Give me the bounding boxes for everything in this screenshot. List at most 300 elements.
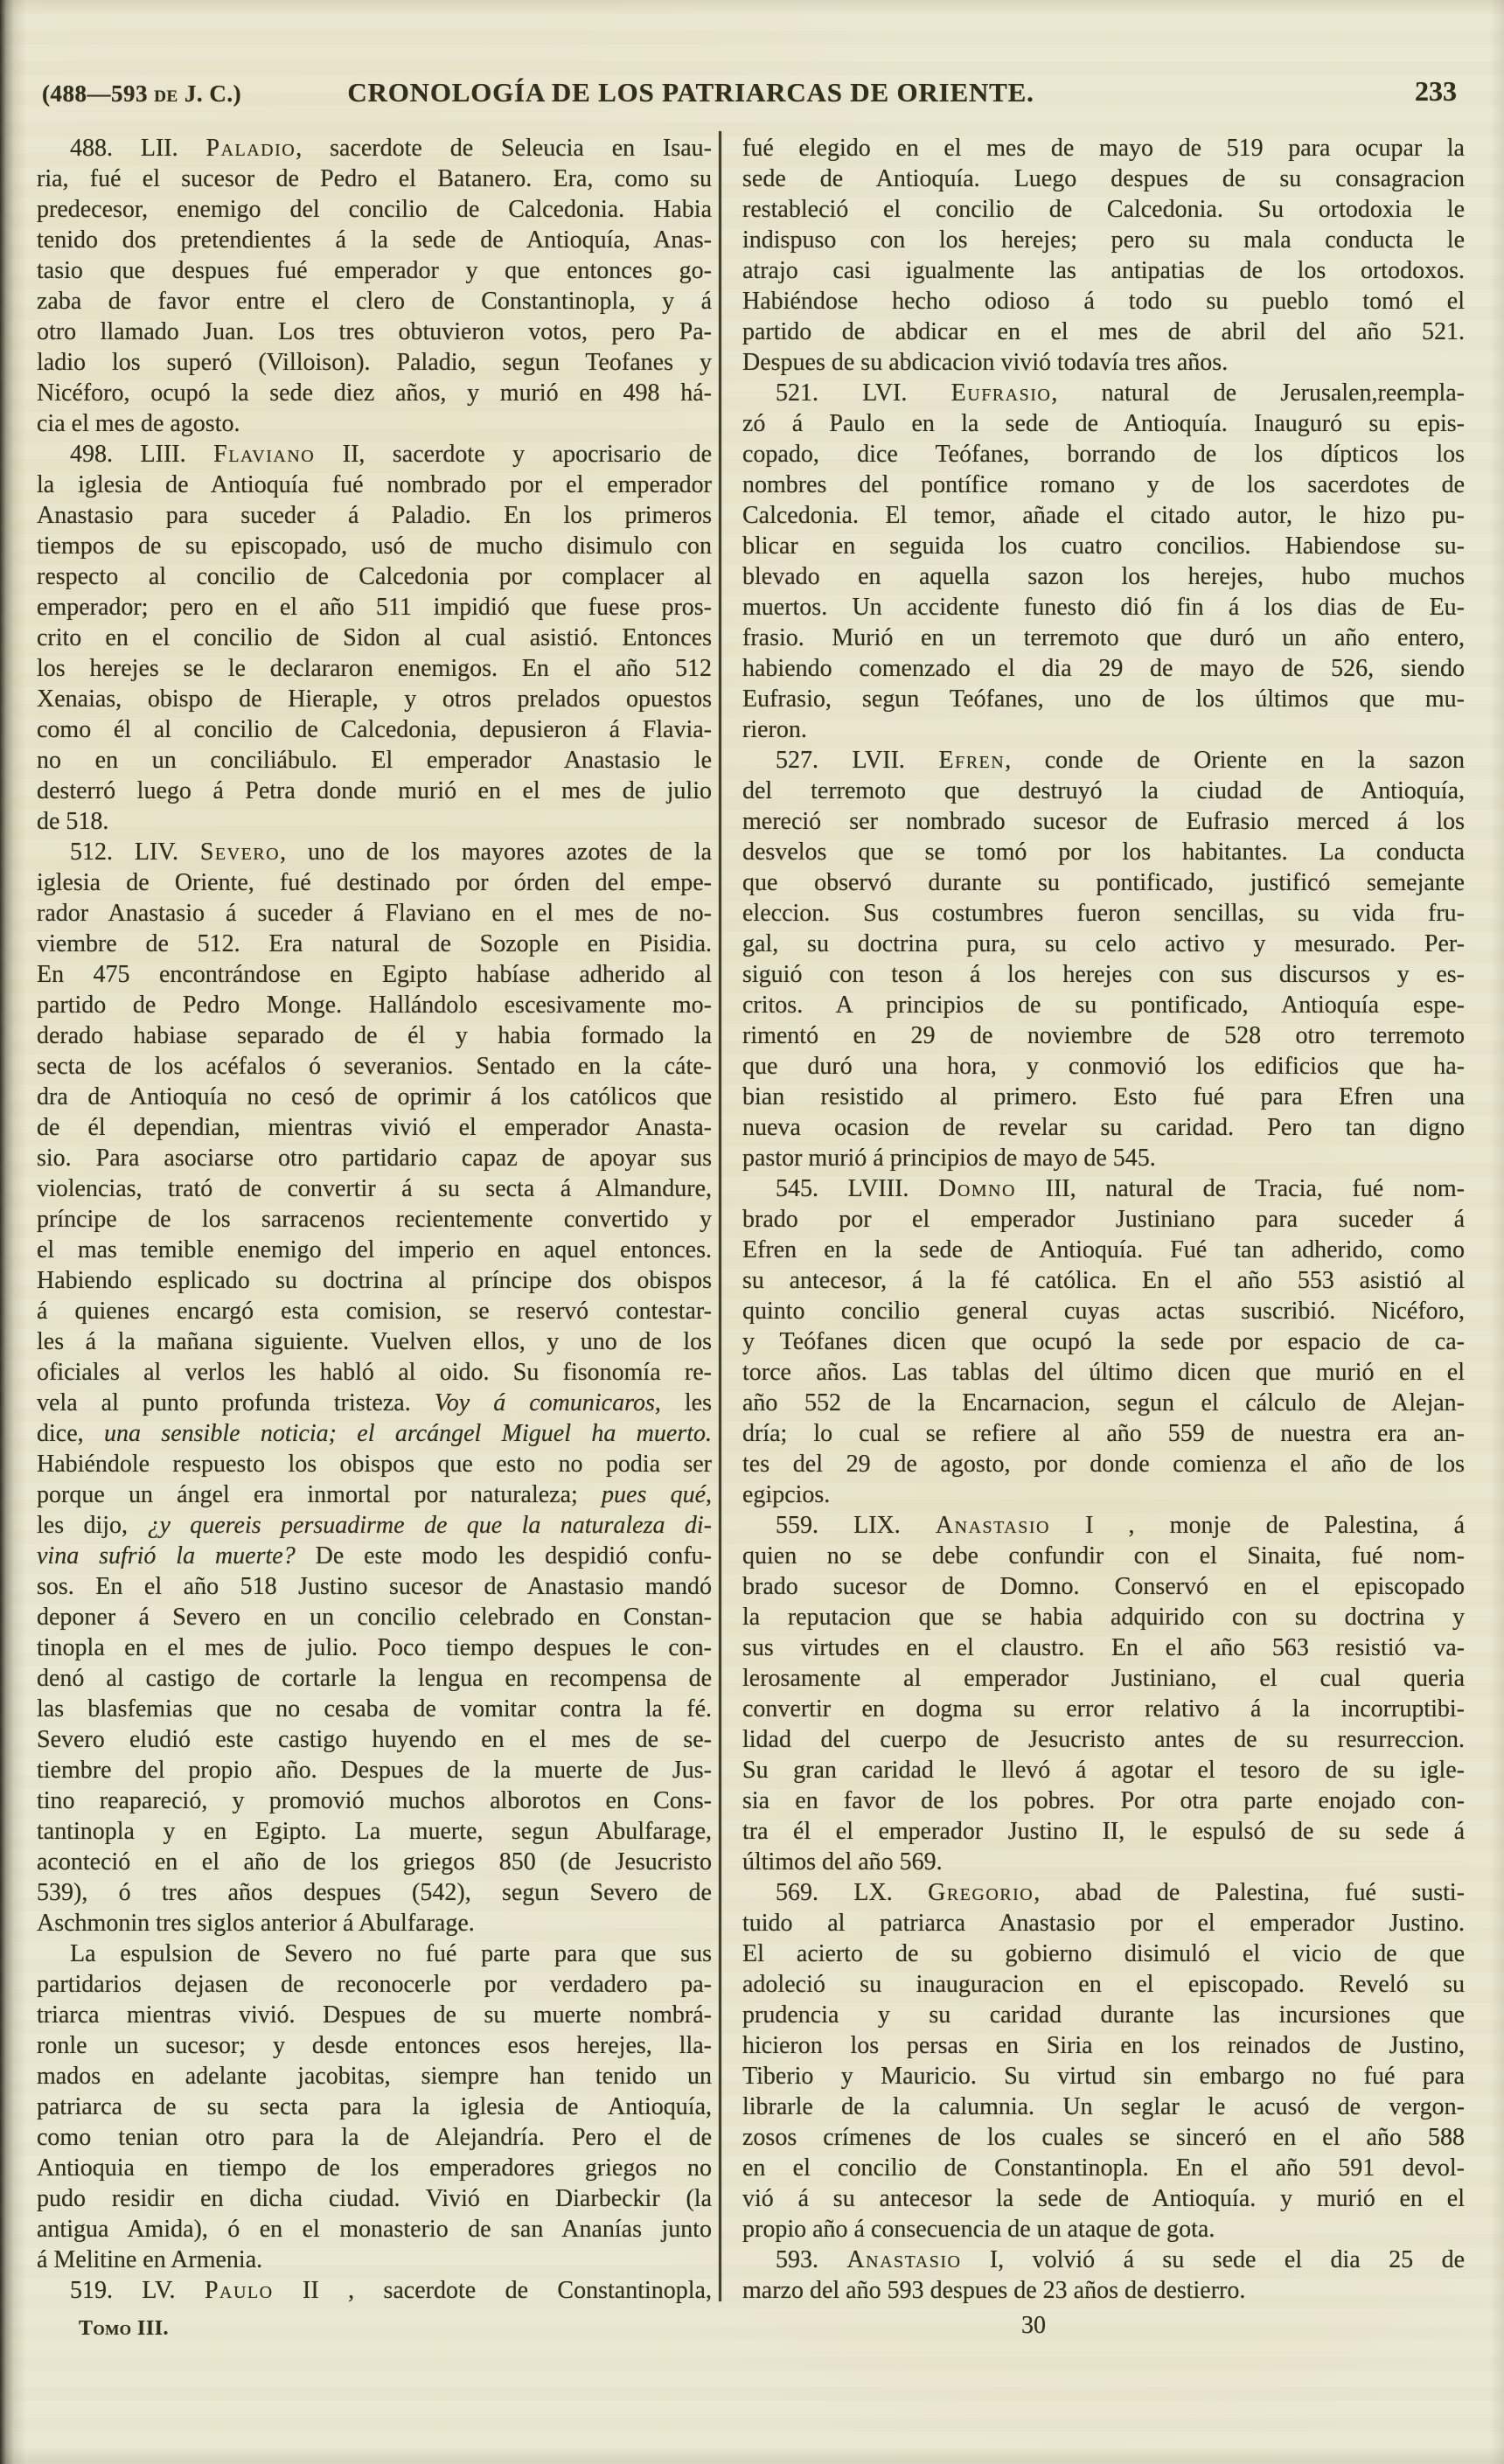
text-line — [37, 2030, 712, 2061]
body-text: pudo residir en dicha ciudad. Vivió en Diarbeckir (la — [37, 2185, 712, 2212]
text-line — [742, 837, 1465, 867]
body-text: no en un conciliábulo. El emperador Anastasio le — [37, 747, 712, 774]
text-line — [37, 1877, 712, 1908]
text-line — [37, 2092, 712, 2122]
body-text: torce años. Las tablas del último dicen que murió en el — [742, 1359, 1465, 1386]
text-line — [37, 837, 712, 867]
body-text: 545. LVIII. — [776, 1175, 939, 1202]
body-text: tuido al patriarca Anastasio por el emperador Justino. — [742, 1910, 1465, 1937]
text-line — [742, 2061, 1465, 2092]
text-line — [742, 2000, 1465, 2030]
body-text: Su gran caridad le llevó á agotar el tesoro de su igle- — [742, 1757, 1465, 1784]
text-line — [742, 2275, 1465, 2306]
text-line — [37, 1020, 712, 1051]
text-line — [742, 1357, 1465, 1388]
body-text: egipcios. — [742, 1481, 831, 1508]
body-text: 488. LII. — [70, 135, 206, 162]
text-line — [742, 2214, 1465, 2245]
text-line — [37, 867, 712, 898]
body-text: cia el mes de agosto. — [37, 410, 240, 437]
text-line — [742, 194, 1465, 225]
text-line — [742, 1388, 1465, 1418]
text-line — [37, 1204, 712, 1235]
text-line — [742, 164, 1465, 194]
text-line — [742, 1541, 1465, 1571]
body-text: frasio. Murió en un terremoto que duró un año entero, — [742, 624, 1465, 651]
text-line — [37, 1296, 712, 1326]
body-text: , uno de los mayores azotes de la — [280, 839, 712, 866]
body-text: lidad del cuerpo de Jesucristo antes de su resurreccion. — [742, 1726, 1465, 1753]
text-line — [742, 990, 1465, 1020]
text-line — [742, 286, 1465, 317]
body-text: hicieron los persas en Siria en los reinados de Justino, — [742, 2032, 1465, 2059]
body-text: gal, su doctrina pura, su celo activo y mesurado. Per- — [742, 930, 1465, 957]
text-line — [37, 164, 712, 194]
italic-text: pues qué — [602, 1481, 706, 1508]
text-line — [37, 1418, 712, 1449]
text-line — [742, 500, 1465, 531]
body-text: habiendo comenzado el dia 29 de mayo de 526, siendo — [742, 655, 1465, 682]
body-text: marzo del año 593 despues de 23 años de destierro. — [742, 2277, 1246, 2304]
text-line — [742, 714, 1465, 745]
text-line — [742, 1326, 1465, 1357]
text-line — [37, 2122, 712, 2153]
text-line — [742, 1235, 1465, 1265]
italic-text: vina sufrió la muerte? — [37, 1542, 296, 1570]
body-text: convertir en dogma su error relativo á la incorruptibi- — [742, 1695, 1465, 1723]
body-text: Antioquia en tiempo de los emperadores griegos no — [37, 2154, 712, 2182]
text-line — [742, 1908, 1465, 1938]
text-line — [742, 1449, 1465, 1479]
body-text: predecesor, enemigo del concilio de Calcedonia. Habia — [37, 196, 712, 223]
body-text: mereció ser nombrado sucesor de Eufrasio merced á los — [742, 808, 1465, 835]
body-text: La espulsion de Severo no fué parte para que sus — [70, 1940, 712, 1967]
body-text: tinopla en el mes de julio. Poco tiempo despues le con- — [37, 1634, 712, 1661]
text-line — [742, 1969, 1465, 2000]
body-text: partidarios dejasen de reconocerle por verdadero pa- — [37, 1971, 712, 1998]
text-line — [37, 347, 712, 378]
text-line — [37, 133, 712, 164]
text-line — [742, 1816, 1465, 1847]
text-line — [37, 1908, 712, 1938]
body-text: zó á Paulo en la sede de Antioquía. Inauguró su epis- — [742, 410, 1465, 437]
body-text: desvelos que se tomó por los habitantes. La conducta — [742, 839, 1465, 866]
body-text: zaba de favor entre el clero de Constantinopla, y á — [37, 288, 712, 315]
text-line — [37, 1816, 712, 1847]
text-line — [37, 653, 712, 684]
body-text: vela al punto profunda tristeza. — [37, 1389, 435, 1416]
page-title: CRONOLOGÍA DE LOS PATRIARCAS DE ORIENTE. — [347, 77, 1034, 108]
smallcaps-name: Anastasio — [846, 2246, 962, 2273]
text-line — [37, 378, 712, 408]
body-text: los herejes se le declararon enemigos. En el año 512 — [37, 655, 712, 682]
text-line — [742, 1602, 1465, 1632]
italic-text: ¿y quereis persuadirme de que la naturaleza di- — [147, 1512, 712, 1539]
body-text: 539), ó tres años despues (542), segun Severo de — [37, 1879, 712, 1906]
body-text: dría; lo cual se refiere al año 559 de nuestra era an- — [742, 1420, 1465, 1447]
text-line — [37, 2061, 712, 2092]
smallcaps-name: Domno — [938, 1175, 1016, 1202]
text-line — [37, 1112, 712, 1143]
text-line — [742, 592, 1465, 623]
text-line — [37, 1173, 712, 1204]
body-text: crito en el concilio de Sidon al cual asistió. Entonces — [37, 624, 712, 651]
body-text: tenido dos pretendientes á la sede de Antioquía, Anas- — [37, 226, 712, 254]
body-text: adoleció su inauguracion en el episcopado. Reveló su — [742, 1971, 1465, 1998]
body-text: 527. LVII. — [776, 747, 939, 774]
text-line — [37, 806, 712, 837]
body-text: ladio los superó (Villoison). Paladio, segun Teofanes y — [37, 349, 712, 376]
smallcaps-name: Paladio — [205, 135, 296, 162]
body-text: denó al castigo de cortarle la lengua en recompensa de — [37, 1665, 712, 1692]
text-line — [37, 286, 712, 317]
column-divider-rule — [719, 131, 721, 2301]
text-line — [37, 255, 712, 286]
text-line — [742, 378, 1465, 408]
text-line — [37, 1388, 712, 1418]
body-text: I, volvió á su sede el dia 25 de — [961, 2246, 1465, 2273]
smallcaps-name: Flaviano — [213, 441, 316, 468]
column-2 — [742, 133, 1465, 2306]
text-line — [742, 867, 1465, 898]
text-line — [742, 1663, 1465, 1694]
text-line — [742, 1051, 1465, 1082]
body-text: Habiendo esplicado su doctrina al príncipe dos obispos — [37, 1267, 712, 1294]
body-text: como tenian otro para la de Alejandría. Pero el de — [37, 2124, 712, 2151]
text-line — [37, 714, 712, 745]
text-line — [37, 592, 712, 623]
body-text: les á la mañana siguiente. Vuelven ellos, y uno de los — [37, 1328, 712, 1355]
italic-text: una sensible noticia; el arcángel Miguel ha muerto. — [103, 1420, 712, 1447]
smallcaps-name: Efren — [938, 747, 1006, 774]
body-text: sede de Antioquía. Luego despues de su consagracion — [742, 165, 1465, 192]
text-line — [742, 684, 1465, 714]
body-text: emperador; pero en el año 511 impidió que fuese pros- — [37, 594, 712, 621]
text-line — [37, 898, 712, 929]
text-line — [742, 806, 1465, 837]
text-line — [37, 1357, 712, 1388]
text-line — [742, 133, 1465, 164]
sheet-number: 30 — [1021, 2312, 1046, 2339]
body-text: tantinopla y en Egipto. La muerte, segun Abulfarage, — [37, 1818, 712, 1845]
text-line — [37, 1632, 712, 1663]
body-text: 569. LX. — [776, 1879, 929, 1906]
body-text: Calcedonia. El temor, añade el citado autor, le hizo pu- — [742, 502, 1465, 529]
text-line — [37, 1051, 712, 1082]
body-text: siguió con teson á los herejes con sus discursos y es- — [742, 961, 1465, 988]
body-text: Nicéforo, ocupó la sede diez años, y murió en 498 há- — [37, 379, 712, 407]
text-line — [742, 745, 1465, 776]
body-text: porque un ángel era inmortal por naturaleza; — [37, 1481, 602, 1508]
body-text: muertos. Un accidente funesto dió fin á los dias de Eu- — [742, 594, 1465, 621]
text-line — [37, 1785, 712, 1816]
body-text: tasio que despues fué emperador y que entonces go- — [37, 257, 712, 284]
body-text: Habiéndole respuesto los obispos que esto no podia ser — [37, 1451, 712, 1478]
body-text: , — [706, 1481, 712, 1508]
text-line — [742, 2183, 1465, 2214]
body-text: , abad de Palestina, fué susti- — [1034, 1879, 1465, 1906]
body-text: como él al concilio de Calcedonia, depusieron á Flavia- — [37, 716, 712, 743]
text-line — [742, 653, 1465, 684]
body-text: y Teófanes dicen que ocupó la sede por espacio de ca- — [742, 1328, 1465, 1355]
body-text: brado sucesor de Domno. Conservó en el episcopado — [742, 1573, 1465, 1600]
body-text: blevado en aquella sazon los herejes, hubo muchos — [742, 563, 1465, 590]
body-text: iglesia de Oriente, fué destinado por órden del empe- — [37, 869, 712, 896]
body-text: Habiéndose hecho odioso á todo su pueblo tomó el — [742, 288, 1465, 315]
text-line — [37, 1724, 712, 1755]
text-line — [37, 776, 712, 806]
smallcaps-name: Severo — [199, 839, 281, 866]
body-text: desterró luego á Petra donde murió en el mes de julio — [37, 777, 712, 804]
body-text: tiembre del propio año. Despues de la muerte de Jus- — [37, 1757, 712, 1784]
body-text: de él dependian, mientras vivió el emperador Anasta- — [37, 1114, 712, 1141]
text-line — [742, 1265, 1465, 1296]
text-line — [37, 1449, 712, 1479]
text-line — [742, 1020, 1465, 1051]
body-text: patriarca de su secta para la iglesia de Antioquía, — [37, 2093, 712, 2120]
text-line — [37, 1541, 712, 1571]
text-line — [37, 1694, 712, 1724]
smallcaps-name: Anastasio — [935, 1512, 1050, 1539]
text-line — [742, 1755, 1465, 1785]
body-text: vió á su antecesor la sede de Antioquía. y murió en el — [742, 2185, 1465, 2212]
text-line — [37, 1082, 712, 1112]
text-line — [37, 2183, 712, 2214]
text-line — [742, 561, 1465, 592]
body-text: rador Anastasio á suceder á Flaviano en el mes de no- — [37, 900, 712, 927]
header-date-range: (488—593 de J. C.) — [42, 80, 242, 107]
body-text: partido de abdicar en el mes de abril del año 521. — [742, 318, 1465, 345]
text-line — [37, 623, 712, 653]
text-line — [742, 531, 1465, 561]
body-text: el mas temible enemigo del imperio en aquel entonces. — [37, 1236, 712, 1263]
text-line — [37, 2245, 712, 2275]
body-text: en el concilio de Constantinopla. En el año 591 devol- — [742, 2154, 1465, 2182]
body-text: del terremoto que destruyó la ciudad de Antioquía, — [742, 777, 1465, 804]
body-text: zosos crímenes de los cuales se sinceró en el año 588 — [742, 2124, 1465, 2151]
text-line — [742, 1694, 1465, 1724]
body-text: rimentó en 29 de noviembre de 528 otro terremoto — [742, 1022, 1465, 1049]
text-line — [37, 1663, 712, 1694]
body-text: de 518. — [37, 808, 109, 835]
text-line — [37, 929, 712, 959]
text-line — [37, 1479, 712, 1510]
body-text: II , sacerdote de Constantinopla, — [273, 2277, 712, 2304]
body-text: sia en favor de los pobres. Por otra parte enojado con- — [742, 1787, 1465, 1814]
body-text: , conde de Oriente en la sazon — [1005, 747, 1465, 774]
body-text: Despues de su abdicacion vivió todavía tres años. — [742, 349, 1229, 376]
body-text: De este modo les despidió confu- — [295, 1542, 712, 1570]
body-text: príncipe de los sarracenos recientemente convertido y — [37, 1206, 712, 1233]
body-text: 593. — [776, 2246, 847, 2273]
body-text: lerosamente al emperador Justiniano, el cual queria — [742, 1665, 1465, 1692]
body-text: fué elegido en el mes de mayo de 519 para ocupar la — [742, 135, 1465, 162]
body-text: restableció el concilio de Calcedonia. Su ortodoxia le — [742, 196, 1465, 223]
text-line — [742, 347, 1465, 378]
body-text: librarle de la calumnia. Un seglar le acusó de vergon- — [742, 2093, 1465, 2120]
body-text: violencias, trató de convertir á su secta á Almandure, — [37, 1175, 712, 1202]
body-text: viembre de 512. Era natural de Sozople en Pisidia. — [37, 930, 712, 957]
body-text: nueva ocasion de revelar su caridad. Pero tan digno — [742, 1114, 1465, 1141]
body-text: , natural de Jerusalen,reempla- — [1051, 379, 1465, 407]
text-line — [742, 1112, 1465, 1143]
text-line — [37, 317, 712, 347]
body-text: eleccion. Sus costumbres fueron sencillas, su vida fru- — [742, 900, 1465, 927]
body-text: aconteció en el año de los griegos 850 (de Jesucristo — [37, 1848, 712, 1876]
text-line — [742, 2153, 1465, 2183]
text-line — [742, 1938, 1465, 1969]
body-text: tiempos de su episcopado, usó de mucho disimulo con — [37, 532, 712, 560]
body-text: copado, dice Teófanes, borrando de los dípticos los — [742, 441, 1465, 468]
body-text: Aschmonin tres siglos anterior á Abulfarage. — [37, 1910, 475, 1937]
text-line — [37, 439, 712, 470]
smallcaps-name: Gregorio — [928, 1879, 1034, 1906]
text-line — [742, 1632, 1465, 1663]
text-line — [742, 1418, 1465, 1449]
body-text: blicar en seguida los cuatro concilios. Habiendose su- — [742, 532, 1465, 560]
body-text: tes del 29 de agosto, por donde comienza el año de los — [742, 1451, 1465, 1478]
text-line — [37, 959, 712, 990]
text-line — [37, 2153, 712, 2183]
body-text: les dijo, — [37, 1512, 148, 1539]
text-line — [37, 1326, 712, 1357]
body-text: rieron. — [742, 716, 807, 743]
text-line — [742, 2092, 1465, 2122]
body-text: derado habiase separado de él y habia formado la — [37, 1022, 712, 1049]
body-text: su antecesor, á la fé católica. En el año 553 asistió al — [742, 1267, 1465, 1294]
page-number: 233 — [1415, 75, 1457, 107]
text-line — [742, 1296, 1465, 1326]
body-text: 559. LIX. — [776, 1512, 936, 1539]
body-text: sio. Para asociarse otro partidario capaz de apoyar sus — [37, 1145, 712, 1172]
italic-text: Voy á comunicaros — [434, 1389, 655, 1416]
text-line — [742, 1204, 1465, 1235]
body-text: ria, fué el sucesor de Pedro el Batanero. Era, como su — [37, 165, 712, 192]
body-text: las blasfemias que no cesaba de vomitar contra la fé. — [37, 1695, 712, 1723]
text-line — [742, 2030, 1465, 2061]
body-text: quinto concilio general cuyas actas suscribió. Nicéforo, — [742, 1298, 1465, 1325]
body-text: triarca mientras vivió. Despues de su muerte nombrá- — [37, 2001, 712, 2029]
text-line — [37, 408, 712, 439]
body-text: 519. LV. — [70, 2277, 205, 2304]
smallcaps-name: Eufrasio — [950, 379, 1052, 407]
text-line — [742, 1847, 1465, 1877]
text-line — [37, 1969, 712, 2000]
body-text: prudencia y su caridad durante las incursiones que — [742, 2001, 1465, 2029]
body-text: El acierto de su gobierno disimuló el vicio de que — [742, 1940, 1465, 1967]
body-text: antigua Amida), ó en el monasterio de san Ananías junto — [37, 2216, 712, 2243]
body-text: deponer á Severo en un concilio celebrado en Constan- — [37, 1604, 712, 1631]
body-text: Xenaias, obispo de Hieraple, y otros prelados opuestos — [37, 686, 712, 713]
text-line — [742, 776, 1465, 806]
text-line — [37, 1938, 712, 1969]
body-text: la reputacion que se habia adquirido con su doctrina y — [742, 1604, 1465, 1631]
body-text: otro llamado Juan. Los tres obtuvieron votos, pero Pa- — [37, 318, 712, 345]
column-1 — [37, 133, 712, 2306]
body-text: Eufrasio, segun Teófanes, uno de los últimos que mu- — [742, 686, 1465, 713]
text-line — [37, 1755, 712, 1785]
text-line — [742, 1143, 1465, 1173]
body-text: En 475 encontrándose en Egipto habíase adherido al — [37, 961, 712, 988]
body-text: partido de Pedro Monge. Hallándolo escesivamente mo- — [37, 992, 712, 1019]
text-line — [37, 1571, 712, 1602]
text-line — [37, 225, 712, 255]
text-line — [742, 470, 1465, 500]
body-text: que observó durante su pontificado, justificó semejante — [742, 869, 1465, 896]
body-text: Tiberio y Mauricio. Su virtud sin embargo no fué para — [742, 2063, 1465, 2090]
body-text: I , monje de Palestina, á — [1049, 1512, 1465, 1539]
body-text: ronle un sucesor; y desde entonces esos herejes, lla- — [37, 2032, 712, 2059]
body-text: Anastasio para suceder á Paladio. En los primeros — [37, 502, 712, 529]
body-text: á Melitine en Armenia. — [37, 2246, 263, 2273]
text-line — [742, 1785, 1465, 1816]
body-text: critos. A principios de su pontificado, Antioquía espe- — [742, 992, 1465, 1019]
text-line — [742, 408, 1465, 439]
text-line — [37, 561, 712, 592]
text-line — [37, 500, 712, 531]
body-text: la iglesia de Antioquía fué nombrado por el emperador — [37, 471, 712, 498]
text-line — [742, 1173, 1465, 1204]
text-line — [742, 1877, 1465, 1908]
body-text: Severo eludió este castigo huyendo en el mes de se- — [37, 1726, 712, 1753]
text-line — [742, 929, 1465, 959]
text-line — [37, 2275, 712, 2306]
body-text: indispuso con los herejes; pero su mala conducta le — [742, 226, 1465, 254]
text-line — [742, 2245, 1465, 2275]
body-text: bian resistido al primero. Esto fué para Efren una — [742, 1083, 1465, 1110]
body-text: 521. LVI. — [776, 379, 951, 407]
body-text: secta de los acéfalos ó severanios. Sentado en la cáte- — [37, 1053, 712, 1080]
body-text: II, sacerdote y apocrisario de — [315, 441, 712, 468]
text-line — [37, 470, 712, 500]
text-line — [742, 1724, 1465, 1755]
smallcaps-name: Paulo — [204, 2277, 274, 2304]
body-text: , sacerdote de Seleucia en Isau- — [296, 135, 712, 162]
text-line — [742, 1479, 1465, 1510]
body-text: nombres del pontífice romano y de los sacerdotes de — [742, 471, 1465, 498]
text-line — [742, 317, 1465, 347]
text-line — [742, 2122, 1465, 2153]
text-line — [37, 1143, 712, 1173]
body-text: sus virtudes en el claustro. En el año 563 resistió va- — [742, 1634, 1465, 1661]
text-line — [742, 439, 1465, 470]
text-line — [742, 1082, 1465, 1112]
body-text: oficiales al verlos les habló al oido. Su fisonomía re- — [37, 1359, 712, 1386]
text-line — [37, 1602, 712, 1632]
text-line — [37, 1265, 712, 1296]
body-text: Efren en la sede de Antioquía. Fué tan adherido, como — [742, 1236, 1465, 1263]
body-text: á quienes encargó esta comision, se reservó contestar- — [37, 1298, 712, 1325]
text-line — [742, 225, 1465, 255]
body-text: tra él el emperador Justino II, le espulsó de su sede á — [742, 1818, 1465, 1845]
body-text: dice, — [37, 1420, 104, 1447]
body-text: tino reapareció, y promovió muchos alborotos en Cons- — [37, 1787, 712, 1814]
volume-label: Tomo III. — [79, 2317, 170, 2340]
text-line — [742, 623, 1465, 653]
body-text: dra de Antioquía no cesó de oprimir á los católicos que — [37, 1083, 712, 1110]
body-text: últimos del año 569. — [742, 1848, 943, 1876]
text-line — [37, 1510, 712, 1541]
body-text: año 552 de la Encarnacion, segun el cálculo de Alejan- — [742, 1389, 1465, 1416]
body-text: sos. En el año 518 Justino sucesor de Anastasio mandó — [37, 1573, 712, 1600]
body-text: quien no se debe confundir con el Sinaita, fué nom- — [742, 1542, 1465, 1570]
body-text: propio año á consecuencia de un ataque de gota. — [742, 2216, 1215, 2243]
text-line — [37, 531, 712, 561]
text-line — [37, 1847, 712, 1877]
body-text: mados en adelante jacobitas, siempre han tenido un — [37, 2063, 712, 2090]
text-line — [37, 2214, 712, 2245]
body-text: brado por el emperador Justiniano para suceder á — [742, 1206, 1465, 1233]
